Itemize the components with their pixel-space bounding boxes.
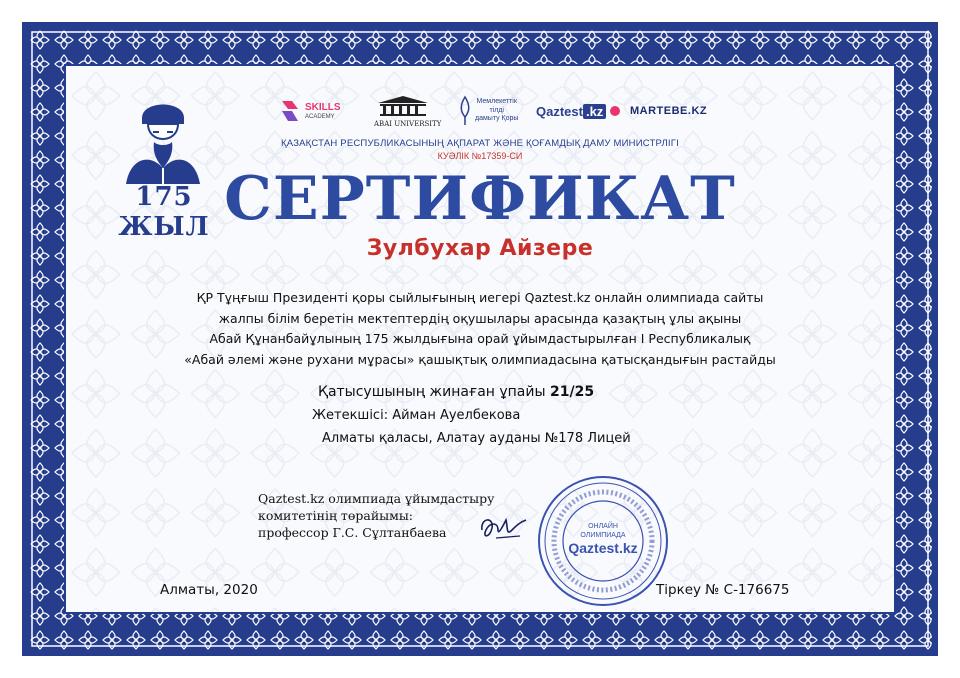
memlekettik-line-1: Мемлекеттік [476, 98, 517, 106]
skills-sub: ACADEMY [305, 113, 335, 120]
statement-line-3: Абай Құнанбайұлының 175 жылдығына орай ұйымдастырылған I Республикалық [209, 331, 751, 346]
university-building-icon [374, 95, 432, 117]
score-value: 21/25 [550, 384, 595, 400]
teacher-line: Жетекшісі: Айман Ауелбекова [312, 408, 521, 423]
qaztest-logo [536, 88, 621, 134]
score-label: Қатысушының жинаған ұпайы [318, 384, 546, 400]
memlekettik-til-logo [458, 88, 518, 134]
score-line [318, 384, 594, 400]
committee-line-3: профессор Г.С. Сұлтанбаева [258, 525, 447, 540]
martebe-logo [630, 88, 707, 134]
stamp-center-top: ОНЛАЙН [588, 523, 618, 530]
memlekettik-line-3: дамыту Қоры [475, 115, 519, 123]
skills-name: SKILLS [305, 101, 341, 113]
official-stamp [536, 474, 670, 608]
jubilee-label: 175 ЖЫЛ [118, 182, 210, 242]
city-year: Алматы, 2020 [160, 582, 258, 598]
certificate-statement [150, 288, 810, 370]
statement-line-1: ҚР Тұңғыш Президенті қоры сыйлығының иегері Qaztest.kz онлайн олимпиада сайты [196, 290, 764, 305]
handwritten-signature [476, 508, 532, 548]
skills-academy-icon [278, 97, 302, 125]
registration-number: Тіркеу № С-176675 [656, 582, 790, 598]
abai-portrait-icon [120, 88, 206, 184]
committee-line-1: Qaztest.kz олимпиада ұйымдастыру [258, 491, 495, 506]
qaztest-dot-icon [609, 105, 621, 117]
license-number: КУӘЛІК №17359-СИ [437, 151, 523, 161]
recipient-name: Зулбухар Айзере [366, 236, 594, 261]
memlekettik-line-2: тілді [489, 106, 504, 114]
committee-line-2: комитетінің төрайымы: [258, 508, 413, 523]
certificate-title: СЕРТИФИКАТ [224, 164, 736, 234]
abai-university-logo [374, 88, 441, 134]
statement-line-4: «Абай әлемі және рухани мұрасы» қашықтық олимпиадасына қатысқандығын растайды [184, 351, 776, 367]
ministry-line: ҚАЗАҚСТАН РЕСПУБЛИКАСЫНЫҢ АҚПАРАТ ЖӘНЕ ҚОҒАМДЫҚ ДАМУ МИНИСТРЛІГІ [281, 138, 679, 149]
stamp-brand: Qaztest.kz [568, 540, 638, 556]
qaztest-main: Qaztest [536, 103, 583, 119]
abai-university-name: ABAI UNIVERSITY [374, 119, 442, 128]
qaztest-kz: .kz [583, 104, 606, 119]
stamp-center-mid: ОЛИМПИАДА [580, 532, 626, 539]
school-line: Алматы қаласы, Алатау ауданы №178 Лицей [322, 431, 631, 446]
martebe-name: MARTEBE.KZ [630, 105, 708, 117]
flame-icon [458, 95, 472, 127]
partner-logos [278, 88, 708, 134]
statement-line-2: жалпы білім беретін мектептердің оқушылары арасында қазақтың ұлы ақыны [218, 310, 742, 326]
skills-academy-logo [278, 88, 341, 134]
